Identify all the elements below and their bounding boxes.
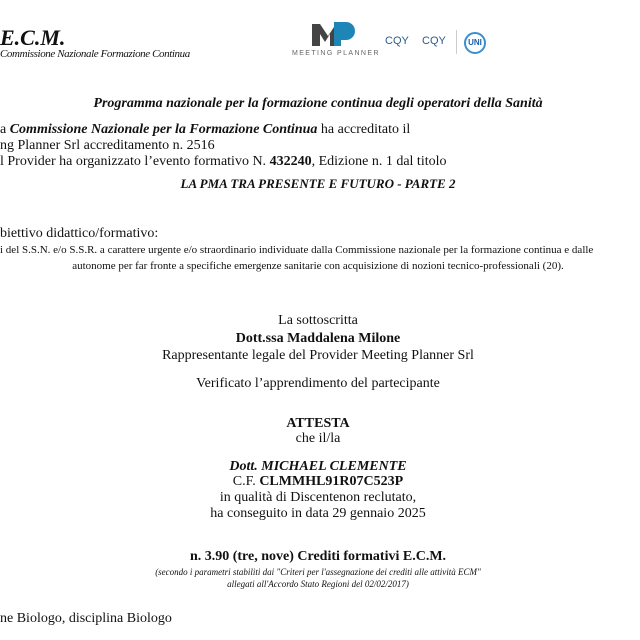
profession-line: ne Biologo, disciplina Biologo [0, 611, 172, 626]
cqy-badge-2: CQY [422, 35, 446, 47]
uni-badge: UNI [464, 32, 486, 54]
text: a [0, 122, 10, 137]
objective-line-1: i del S.S.N. e/o S.S.R. a carattere urgente e/o straordinario individuate dalla Commissione nazionale per la formazione continua e dalle [0, 244, 594, 256]
event-title: LA PMA TRA PRESENTE E FUTURO - PARTE 2 [180, 176, 456, 191]
che-text: che il/la [295, 431, 341, 446]
text: l Provider ha organizzato l’evento formativo N. [0, 154, 270, 169]
cf-label: C.F. [232, 474, 260, 489]
verified-text: Verificato l’apprendimento del partecipante [196, 376, 440, 391]
participant-cf [0, 475, 636, 489]
credits-main: n. 3.90 (tre, nove) Crediti formativi E.C.M. [189, 549, 447, 564]
cqy-badge-1: CQY [385, 35, 409, 47]
objective-line-2: autonome per far fronte a specifiche emergenze sanitarie con acquisizione di nozioni tecnico-professionali (20). [72, 260, 564, 272]
intro-line-2: ng Planner Srl accreditamento n. 2516 [0, 138, 215, 153]
text: ha accreditato il [317, 122, 411, 137]
attesta-heading: ATTESTA [286, 416, 350, 431]
meeting-planner-logo-icon [312, 20, 358, 46]
commission-name: Commissione Nazionale per la Formazione Continua [9, 122, 318, 137]
intro-line-3 [0, 155, 446, 169]
participant-name: Dott. MICHAEL CLEMENTE [229, 459, 407, 474]
ecm-title: E.C.M. [0, 25, 66, 50]
provider-logos [292, 18, 492, 64]
text: , Edizione n. 1 dal titolo [311, 154, 447, 169]
ecm-subtitle: Commissione Nazionale Formazione Continua [0, 48, 190, 60]
event-number: 432240 [269, 154, 312, 169]
credits-note-2: allegati all'Accordo Stato Regioni del 02/02/2017) [227, 579, 409, 589]
signatory-name: Dott.ssa Maddalena Milone [235, 331, 401, 346]
cf-value: CLMMHL91R07C523P [259, 474, 404, 489]
signatory-intro: La sottoscritta [278, 313, 358, 328]
credits-note-1: (secondo i parametri stabiliti dai "Criteri per l'assegnazione dei crediti alle attività ECM" [155, 567, 481, 577]
signatory-role: Rappresentante legale del Provider Meeting Planner Srl [162, 348, 474, 363]
divider [456, 30, 457, 54]
program-title: Programma nazionale per la formazione continua degli operatori della Sanità [93, 96, 543, 111]
participant-date: ha conseguito in data 29 gennaio 2025 [210, 506, 426, 521]
participant-status: in qualità di Discentenon reclutato, [219, 490, 417, 505]
meeting-planner-text: MEETING PLANNER [292, 50, 380, 57]
intro-line-1 [0, 123, 410, 137]
objective-label: biettivo didattico/formativo: [0, 226, 159, 241]
